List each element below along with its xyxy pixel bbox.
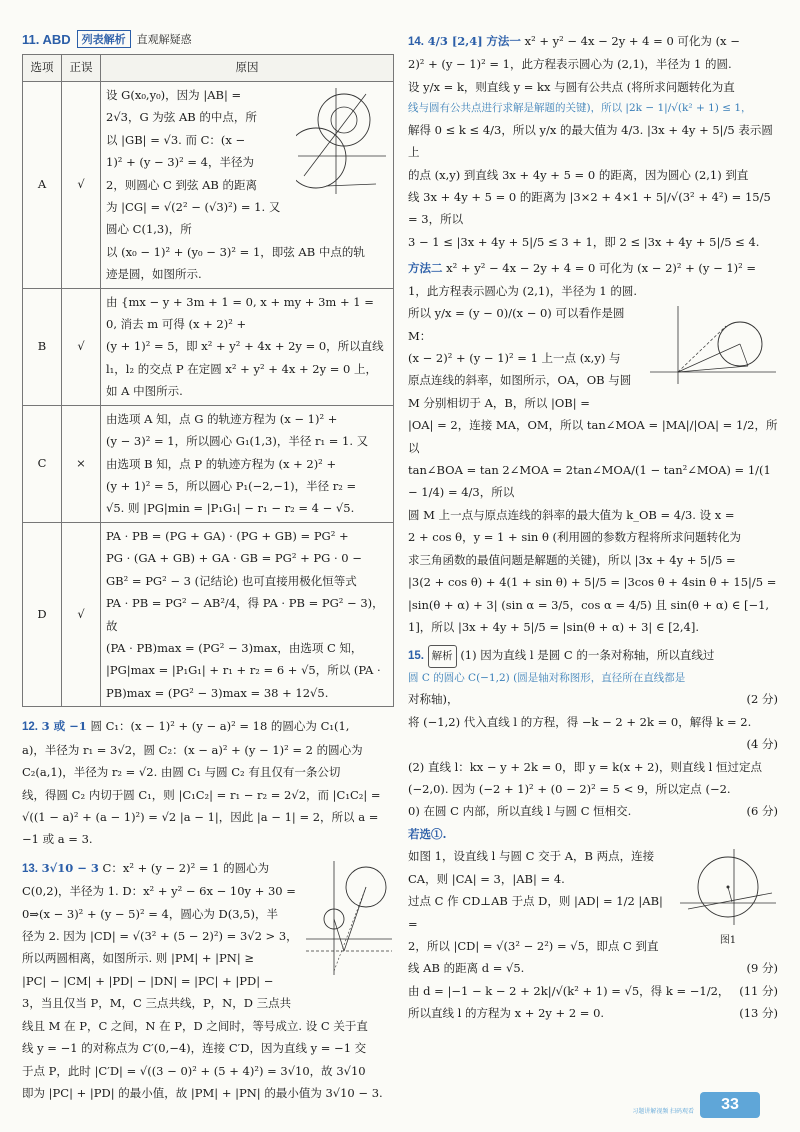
q14-line: 1，此方程表示圆心为 (2,1)，半径为 1 的圆. [408, 283, 638, 298]
q15-score: (4 分) [746, 737, 778, 752]
figure-a-circles [296, 86, 388, 196]
figure-q13-circles [304, 859, 394, 977]
q15-score: (6 分) [746, 804, 778, 819]
q11-table [22, 54, 394, 707]
row-line: |PG|max = |P₁G₁| + r₁ + r₂ = 6 + √5，所以 (PA · [106, 663, 381, 678]
table-row [23, 288, 394, 405]
q13-line: 3，当且仅当 P，M，C 三点共线，P，N，D 三点共 [22, 996, 292, 1011]
q14-line: |OA| = 2，连接 MA，OM，所以 tan∠MOA = |MA|/|OA| = 1/2，所以 [408, 418, 778, 455]
q12-line: −1 或 a = 3. [22, 832, 93, 847]
q14-line: 所以 y/x = (y − 0)/(x − 0) 可以看作是圆 M： [408, 306, 625, 343]
row-line: 由 {mx − y + 3m + 1 = 0, x + my + 3m + 1 = 0, 消去 m 可得 (x + 2)² + [106, 294, 374, 332]
q14-line: 设 y/x = k，则直线 y = kx 与圆有公共点 (将所求问题转化为直 [408, 79, 735, 94]
q13-block [22, 857, 394, 1105]
q14-line: x² + y² − 4x − 2y + 4 = 0 可化为 (x − [524, 34, 740, 48]
q15-label: 15. [408, 650, 424, 663]
q15-line: 所以直线 l 的方程为 x + 2y + 2 = 0. [408, 1006, 605, 1021]
q14-first-line [408, 30, 778, 53]
q15-line: (1) 因为直线 l 是圆 C 的一条对称轴，所以直线过 [460, 648, 715, 663]
q15-line: 对称轴)， [408, 692, 459, 707]
q15-row [408, 800, 778, 822]
row-line: (y − 3)² = 1，所以圆心 G₁(1,3)，半径 r₁ = 1. 又 [106, 434, 369, 449]
q15-row [408, 1002, 778, 1024]
q15-score: (9 分) [746, 961, 778, 976]
row-line: 1)² + (y − 3)² = 4，半径为 [106, 155, 254, 170]
row-reason [101, 522, 394, 706]
right-column [408, 30, 778, 1025]
row-mark: √ [62, 81, 101, 288]
q13-answer: 3√10 − 3 [41, 860, 99, 875]
q15-line: CA，则 |CA| = 3，|AB| = 4. [408, 871, 565, 886]
q12-line: 圆 C₁：(x − 1)² + (y − a)² = 18 的圆心为 C₁(1, [90, 719, 350, 734]
q15-row [408, 688, 778, 710]
q15-row [408, 980, 778, 1002]
figure-q15-caption: 图1 [719, 935, 737, 947]
q12-line: C₂(a,1)，半径为 r₂ = √2. 由圆 C₁ 与圆 C₂ 有且仅有一条公切 [22, 765, 341, 780]
q12-line: 线，得圆 C₂ 内切于圆 C₁，则 |C₁C₂| = r₁ − r₂ = 2√2，而 |C₁C₂| = [22, 787, 381, 802]
row-line: GB² = PG² − 3 (记结论) 也可直接用极化恒等式 [106, 573, 357, 588]
row-option: C [23, 405, 62, 522]
q14-line: tan∠BOA = tan 2∠MOA = 2tan∠MOA/(1 − tan²∠MOA) = 1/(1 − 1/4) = 4/3，所以 [408, 463, 771, 500]
q15-score: (13 分) [739, 1006, 778, 1021]
table-row [23, 81, 394, 288]
q12-label: 12. [22, 721, 38, 734]
q15-line: 0) 在圆 C 内部，所以直线 l 与圆 C 恒相交. [408, 804, 632, 819]
row-line: 以 (x₀ − 1)² + (y₀ − 3)² = 1，即弦 AB 中点的轨 [106, 244, 365, 259]
q15-line: 过点 C 作 CD⊥AB 于点 D，则 |AD| = 1/2 |AB| = [408, 894, 663, 931]
q14-line: 2 + cos θ，y = 1 + sin θ (利用圆的参数方程将所求问题转化为 [408, 530, 742, 545]
q14-block [408, 30, 778, 638]
q11-table-header [23, 55, 394, 82]
row-line: 2√3，G 为弦 AB 的中点，所 [106, 110, 257, 125]
row-mark: × [62, 405, 101, 522]
row-line: (y + 1)² = 5，即 x² + y² + 4x + 2y = 0，所以直线 [106, 339, 384, 354]
video-stamp: 习题讲解视频 扫码观看 [632, 1108, 694, 1115]
q13-line: 即为 |PC| + |PD| 的最小值，故 |PM| + |PN| 的最小值为 3√10 − 3. [22, 1085, 383, 1100]
row-line: (y + 1)² = 5，所以圆心 P₁(−2,−1)，半径 r₂ = [106, 479, 357, 494]
q15-line: 圆 C 的圆心 C(−1,2) (圆是轴对称图形，直径所在直线都是 [408, 671, 686, 684]
row-line: 如 A 中图所示. [106, 384, 183, 399]
left-column [22, 30, 394, 1104]
q14-method2: 方法二 [408, 261, 443, 276]
q14-label: 14. [408, 36, 424, 48]
row-reason [101, 81, 394, 288]
q11-header [22, 30, 394, 48]
q15-row [408, 957, 778, 979]
q12-block [22, 715, 394, 851]
q15-line: (−2,0). 因为 (−2 + 1)² + (0 − 2)² = 5 < 9，所以定点 (−2. [408, 782, 731, 797]
q12-answer: 3 或 −1 [41, 719, 87, 734]
q14-line: x² + y² − 4x − 2y + 4 = 0 可化为 (x − 2)² + (y − 1)² = [446, 261, 757, 276]
figure-q14-circle [648, 304, 778, 386]
row-reason [101, 288, 394, 405]
q13-line: 线 y = −1 的对称点为 C′(0,−4)，连接 C′D，因为直线 y = −1 交 [22, 1041, 367, 1056]
q13-line: 线且 M 在 P，C 之间，N 在 P，D 之间时，等号成立. 设 C 关于直 [22, 1018, 368, 1033]
q14-line: 2)² + (y − 1)² = 1，此方程表示圆心为 (2,1)，半径为 1 的圆. [408, 57, 732, 72]
page-number: 33 [700, 1092, 760, 1118]
q13-line: C：x² + (y − 2)² = 1 的圆心为 [102, 860, 270, 875]
row-option: D [23, 522, 62, 706]
q14-answer: 4/3 [2,4] [427, 34, 483, 48]
q13-line: |PC| − |CM| + |PD| − |DN| = |PC| + |PD| − [22, 973, 274, 988]
q14-method1: 方法一 [486, 34, 521, 48]
q14-line: 3 − 1 ≤ |3x + 4y + 5|/5 ≤ 3 + 1，即 2 ≤ |3x + 4y + 5|/5 ≤ 4. [408, 234, 760, 249]
q14-line: 1]，所以 |3x + 4y + 5|/5 = |sin(θ + α) + 3| ∈ [2,4]. [408, 620, 700, 635]
row-line: PA · PB = PG² − AB²/4，得 PA · PB = PG² − 3)，故 [106, 596, 384, 633]
row-line: 以 |GB| = √3. 而 C：(x − [106, 132, 246, 147]
row-line: 由选项 B 知，点 P 的轨迹方程为 (x + 2)² + [106, 456, 337, 471]
q14-line: 的点 (x,y) 到直线 3x + 4y + 5 = 0 的距离，因为圆心 (2,1) 到直 [408, 167, 749, 182]
row-mark: √ [62, 288, 101, 405]
q14-line: 求三角函数的最值问题是解题的关键)，所以 |3x + 4y + 5|/5 = [408, 552, 736, 567]
row-option: B [23, 288, 62, 405]
row-option: A [23, 81, 62, 288]
q14-line: 线 3x + 4y + 5 = 0 的距离为 |3×2 + 4×1 + 5|/√(3² + 4²) = 15/5 = 3，所以 [408, 190, 771, 227]
table-row [23, 405, 394, 522]
q11-tag-sub: 直观解疑惑 [136, 34, 192, 46]
q15-line: 2，所以 |CD| = √(3² − 2²) = √5，即点 C 到直 [408, 939, 659, 954]
q12-line: √((1 − a)² + (a − 1)²) = √2 |a − 1|，因此 |a − 1| = 2，所以 a = [22, 809, 379, 824]
row-line: 2，则圆心 C 到弦 AB 的距离 [106, 177, 257, 192]
q14-line: |3(2 + cos θ) + 4(1 + sin θ) + 5|/5 = |3cos θ + 4sin θ + 15|/5 = [408, 575, 777, 590]
q15-line: (2) 直线 l：kx − y + 2k = 0，即 y = k(x + 2)，则直线 l 恒过定点 [408, 759, 762, 774]
row-line: √5. 则 |PG|min = |P₁G₁| − r₁ − r₂ = 4 − √5. [106, 501, 355, 516]
row-line: (PA · PB)max = (PG² − 3)max，由选项 C 知， [106, 640, 363, 655]
q14-line: 线与圆有公共点进行求解是解题的关键)，所以 |2k − 1|/√(k² + 1) ≤ 1， [408, 102, 752, 115]
q15-first-line [408, 644, 778, 667]
q14-line: 圆 M 上一点与原点连线的斜率的最大值为 k_OB = 4/3. 设 x = [408, 507, 735, 522]
row-line: 为 |CG| = √(2² − (√3)²) = 1. 又圆心 C(1,3)，所 [106, 199, 281, 237]
figure-q15-circle [678, 847, 778, 927]
q13-line: 所以两圆相离，如图所示. 则 |PM| + |PN| ≥ [22, 951, 255, 966]
q13-line: 径为 2. 因为 |CD| = √(3² + (5 − 2)²) = 3√2 > 3， [22, 929, 298, 944]
q15-row [408, 733, 778, 755]
q13-line: C(0,2)，半径为 1. D：x² + y² − 6x − 10y + 30 = [22, 884, 296, 899]
row-mark: √ [62, 522, 101, 706]
q15-line: 线 AB 的距离 d = √5. [408, 961, 525, 976]
row-line: PA · PB = (PG + GA) · (PG + GB) = PG² + [106, 528, 349, 543]
row-line: PG · (GA + GB) + GA · GB = PG² + PG · 0 − [106, 551, 362, 566]
q15-line: 由 d = |−1 − k − 2 + 2k|/√(k² + 1) = √5，得 k = −1/2， [408, 983, 730, 998]
q15-choice: 若选①. [408, 826, 447, 841]
row-line: PB)max = (PG² − 3)max = 38 + 12√5. [106, 685, 329, 700]
row-line: 迹是圆，如图所示. [106, 267, 202, 282]
col-reason: 原因 [101, 55, 394, 82]
q14-line: 原点连线的斜率，如图所示，OA，OB 与圆 [408, 373, 632, 388]
col-mark: 正误 [62, 55, 101, 82]
q11-label: 11. ABD [22, 31, 71, 47]
q15-block [408, 644, 778, 1024]
q13-line: 0⇒(x − 3)² + (y − 5)² = 4，圆心为 D(3,5)，半 [22, 906, 278, 921]
q15-line: 如图 1，设直线 l 与圆 C 交于 A，B 两点，连接 [408, 849, 655, 864]
row-reason [101, 405, 394, 522]
row-line: 设 G(x₀,y₀)，因为 |AB| = [106, 87, 242, 102]
q14-line: (x − 2)² + (y − 1)² = 1 上一点 (x,y) 与 [408, 350, 621, 365]
q15-tag: 解析 [428, 645, 457, 667]
q13-line: 于点 P，此时 |C′D| = √((3 − 0)² + (5 + 4)²) = 3√10，故 3√10 [22, 1063, 366, 1078]
row-line: 由选项 A 知，点 G 的轨迹方程为 (x − 1)² + [106, 411, 338, 426]
q12-first-line [22, 715, 394, 738]
row-line: l₁，l₂ 的交点 P 在定圆 x² + y² + 4x + 2y = 0 上， [106, 361, 378, 376]
figure-q15 [678, 847, 778, 946]
q11-tag: 列表解析 [77, 30, 131, 48]
q13-label: 13. [22, 862, 38, 875]
q12-line: a)，半径为 r₁ = 3√2，圆 C₂：(x − a)² + (y − 1)² = 2 的圆心为 [22, 742, 363, 757]
q14-method2-line [408, 257, 778, 279]
q14-line: 解得 0 ≤ k ≤ 4/3，所以 y/x 的最大值为 4/3. |3x + 4y + 5|/5 表示圆上 [408, 122, 773, 160]
q15-score: (11 分) [739, 983, 778, 998]
q15-score: (2 分) [746, 692, 778, 707]
col-option: 选项 [23, 55, 62, 82]
q14-line: |sin(θ + α) + 3| (sin α = 3/5，cos α = 4/5) 且 sin(θ + α) ∈ [−1, [408, 597, 770, 612]
table-row [23, 522, 394, 706]
q14-line: M 分别相切于 A，B，所以 |OB| = [408, 395, 590, 410]
q15-line: 将 (−1,2) 代入直线 l 的方程，得 −k − 2 + 2k = 0，解得 k = 2. [408, 714, 752, 729]
